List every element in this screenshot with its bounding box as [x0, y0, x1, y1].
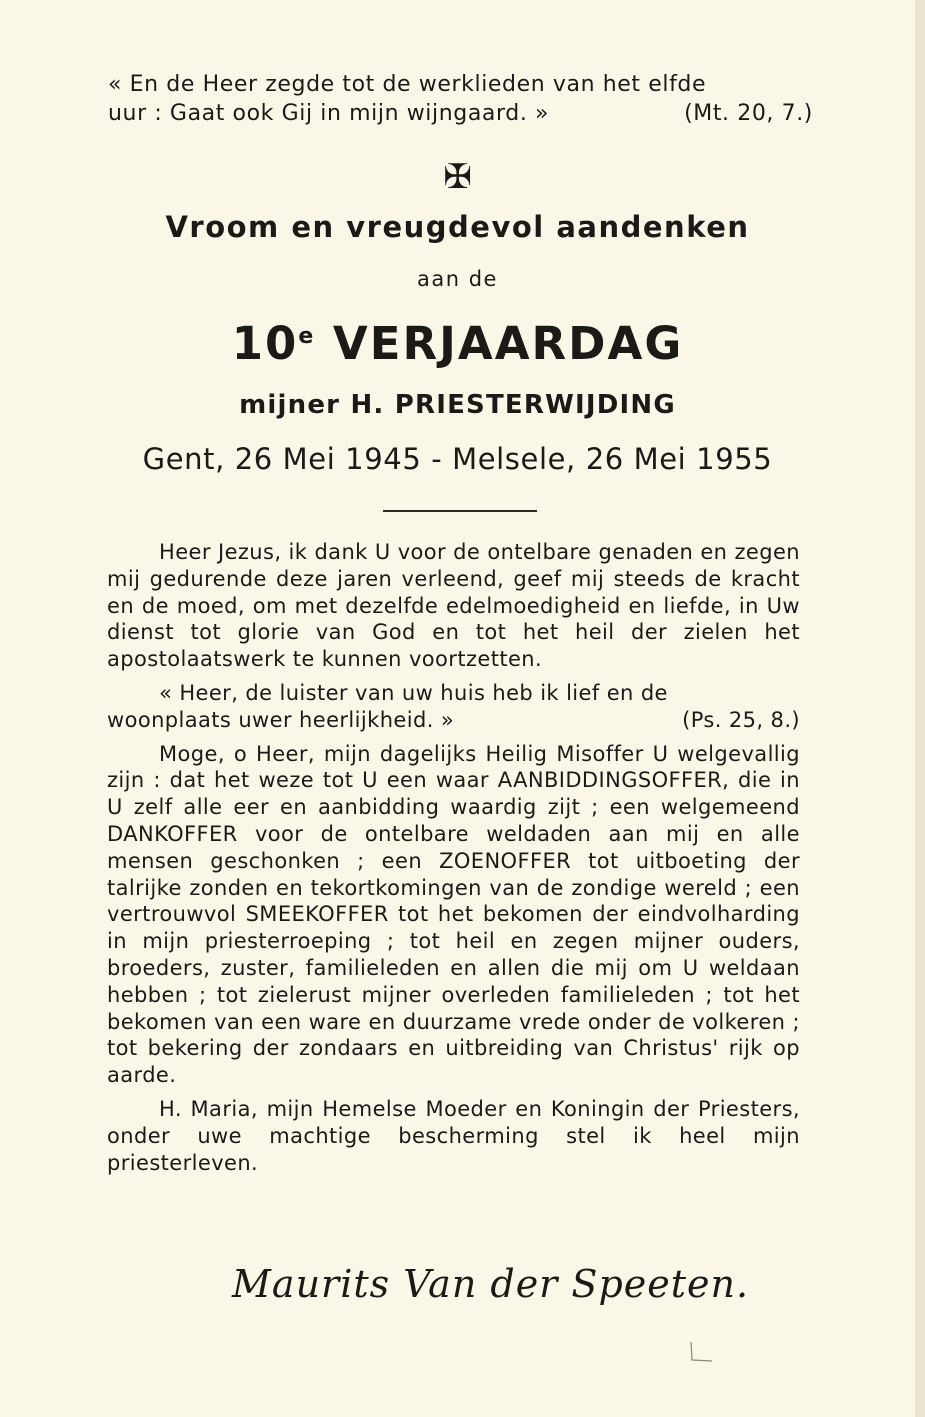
- epigraph: [108, 70, 813, 128]
- psalm-text: woonplaats uwer heerlijkheid. »: [107, 707, 455, 732]
- signature: Maurits Van der Speeten.: [232, 1262, 750, 1306]
- psalm-quote-end: [107, 707, 800, 734]
- ordinal-suffix: e: [298, 324, 316, 349]
- pencil-mark-icon: [688, 1340, 716, 1364]
- psalm-quote: « Heer, de luister van uw huis heb ik lief en de: [159, 680, 668, 705]
- cross-icon: ✠: [443, 157, 472, 197]
- dates-line: Gent, 26 Mei 1945 - Melsele, 26 Mei 1955: [142, 442, 773, 476]
- prayer-text: [107, 539, 800, 1183]
- prayer-paragraph-3: Moge, o Heer, mijn dagelijks Heilig Misoffer U welgevallig zijn : dat het weze tot U een waar AANBIDDINGSOFFER, die in U zelf alle eer en aanbidding waardig zijt ; een welgemeend DANKOFFER voor de ontelbare weldaden aan mij en alle mensen geschonken ; een ZOENOFFER tot uitboeting der talrijke zonden en tekortkomingen van de zondige wereld ; een vertrouwvol SMEEKOFFER tot het bekomen der eindvolharding in mijn priesterroeping ; tot heil en zegen mijner ouders, broeders, zuster, familieleden en allen die mij om U weldaan hebben ; tot zielerust mijner overleden familieleden ; tot het bekomen van een ware en duurzame vrede onder de volkeren ; tot bekering der zondaars en uitbreiding van Christus' rijk op aarde.: [107, 741, 800, 1088]
- epigraph-line-2: [108, 99, 813, 128]
- memorial-title: Vroom en vreugdevol aandenken: [165, 210, 750, 244]
- anniversary-word: VERJAARDAG: [332, 317, 684, 370]
- epigraph-line-1: « En de Heer zegde tot de werklieden van het elfde: [108, 72, 707, 97]
- epigraph-text: uur : Gaat ook Gij in mijn wijngaard. »: [108, 101, 550, 126]
- divider: [383, 510, 537, 512]
- prayer-paragraph-4: H. Maria, mijn Hemelse Moeder en Koningin der Priesters, onder uwe machtige bescherming stel ik heel mijn priesterleven.: [107, 1096, 800, 1175]
- anniversary-heading: [0, 307, 915, 374]
- prayer-paragraph-1: Heer Jezus, ik dank U voor de ontelbare genaden en zegen mij gedurende deze jaren verleend, geef mij steeds de kracht en de moed, om met dezelfde edelmoedigheid en liefde, in Uw dienst tot glorie van God en tot het heil der zielen het apostolaatswerk te kunnen voortzetten.: [107, 540, 800, 672]
- ordination-subtitle: mijner H. PRIESTERWIJDING: [239, 390, 676, 420]
- anniversary-number: 10: [231, 317, 299, 370]
- psalm-reference: (Ps. 25, 8.): [682, 707, 800, 732]
- epigraph-reference: (Mt. 20, 7.): [684, 101, 813, 126]
- connector-text: aan de: [417, 267, 498, 291]
